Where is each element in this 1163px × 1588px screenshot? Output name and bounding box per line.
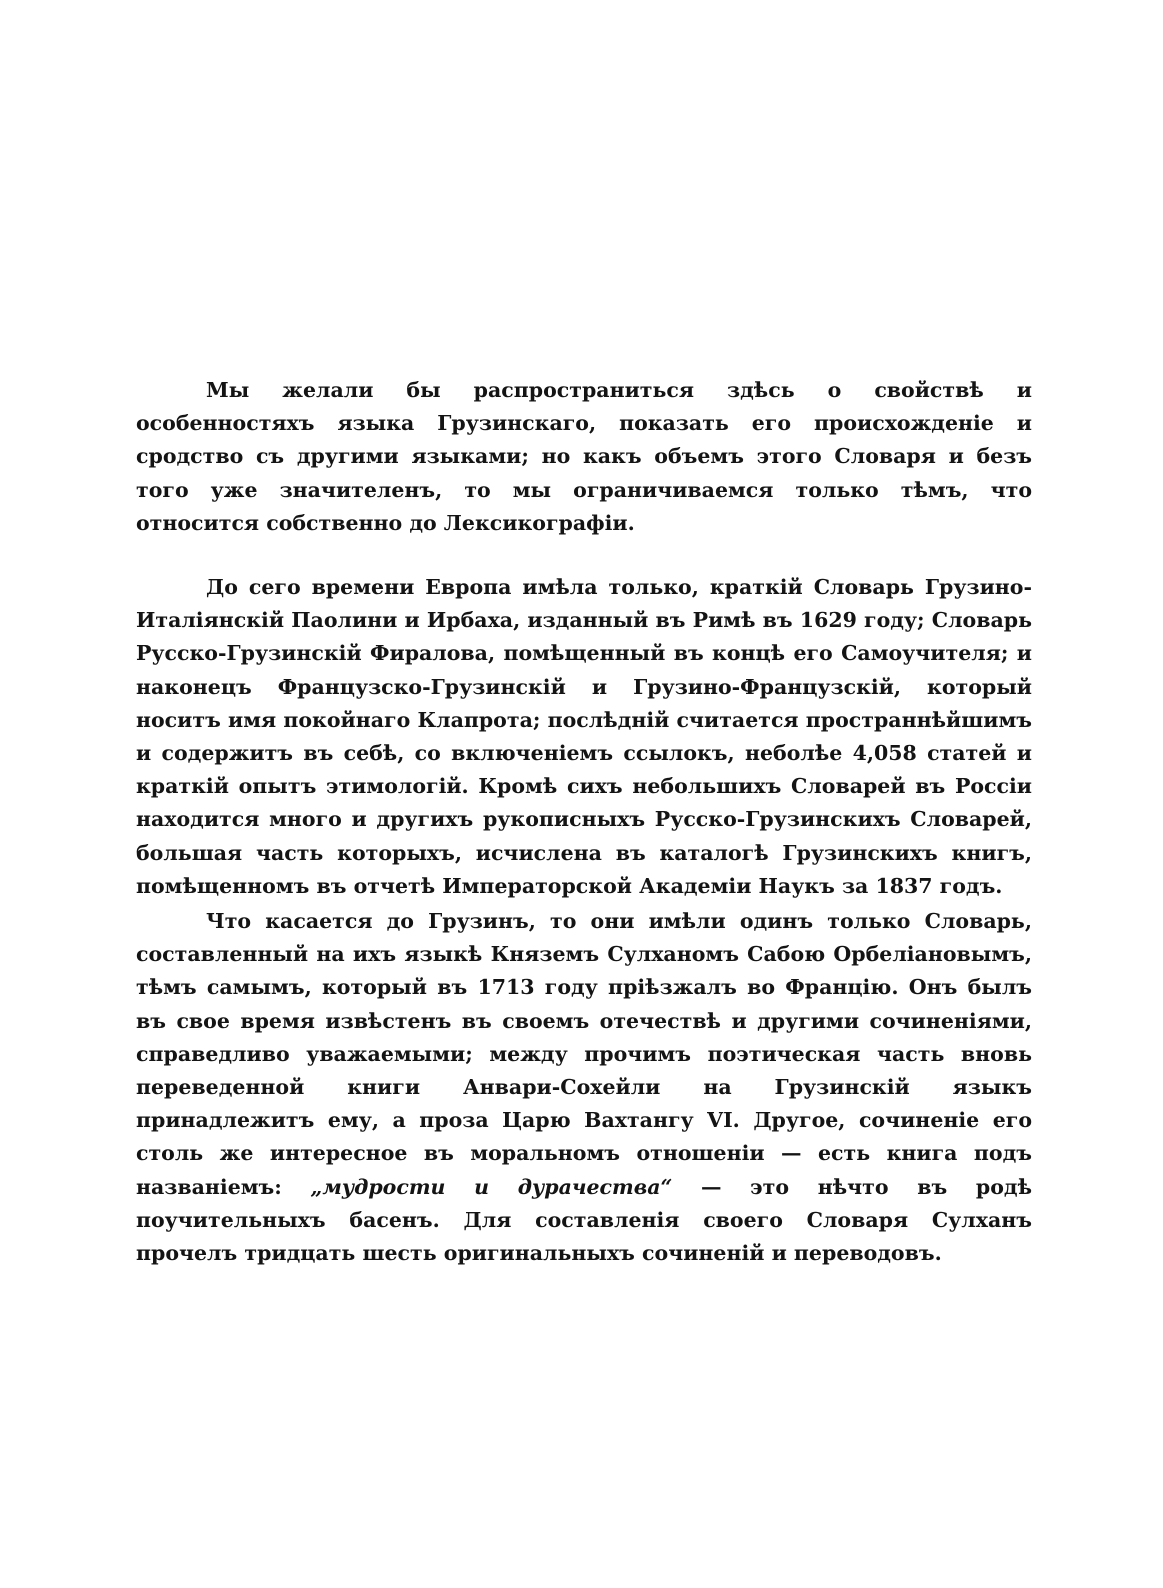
- paragraph-3-text-before: Что касается до Грузинъ, то они имѣли одинъ только Словарь, составленный на ихъ языкѣ Княземъ Сулханомъ Сабою Орбелiановымъ, тѣмъ самымъ, который въ 1713 году прiѣзжалъ во Францiю. Онъ былъ въ свое время извѣстенъ въ своемъ отечествѣ и другими сочиненiями, справедливо уважаемыми; между прочимъ поэтическая часть вновь переведенной книги Анвари-Сохейли на Грузинскiй языкъ принадлежитъ ему, а проза Царю Вахтангу VI. Другое, сочиненiе его столь же интересное въ моральномъ отношенiи — есть книга подъ названiемъ:: [136, 909, 1032, 1199]
- paragraph-2: До сего времени Европа имѣла только, краткiй Словарь Грузино-Италiянскiй Паолини и Ирбаха, изданный въ Римѣ въ 1629 году; Словарь Русско-Грузинскiй Фиралова, помѣщенный въ концѣ его Самоучителя; и наконецъ Французско-Грузинскiй и Грузино-Французскiй, который носитъ имя покойнаго Клапрота; послѣднiй считается пространнѣйшимъ и содержитъ въ себѣ, со включенiемъ ссылокъ, неболѣе 4,058 статей и краткiй опытъ этимологiй. Кромѣ сихъ небольшихъ Словарей въ Россiи находится много и другихъ рукописныхъ Русско-Грузинскихъ Словарей, большая часть которыхъ, исчислена въ каталогѣ Грузинскихъ книгъ, помѣщенномъ въ отчетѣ Императорской Академiи Наукъ за 1837 годъ.: [136, 575, 1032, 898]
- paragraph-1: Мы желали бы распространиться здѣсь о свойствѣ и особенностяхъ языка Грузинскаго, показать его происхожденiе и сродство съ другими языками; но какъ объемъ этого Словаря и безъ того уже значителенъ, то мы ограничиваемся только тѣмъ, что относится собственно до Лексикографiи.: [136, 378, 1032, 535]
- italic-book-title: „мудрости и дурачества“: [310, 1174, 673, 1199]
- paragraph-3-text-after: — это нѣчто въ родѣ поучительныхъ басенъ. Для составленiя своего Словаря Сулханъ прочелъ тридцать шесть оригинальныхъ сочиненiй и переводовъ.: [136, 1174, 1032, 1266]
- paragraph-3: [136, 905, 1032, 1270]
- body-text: [136, 374, 1032, 1270]
